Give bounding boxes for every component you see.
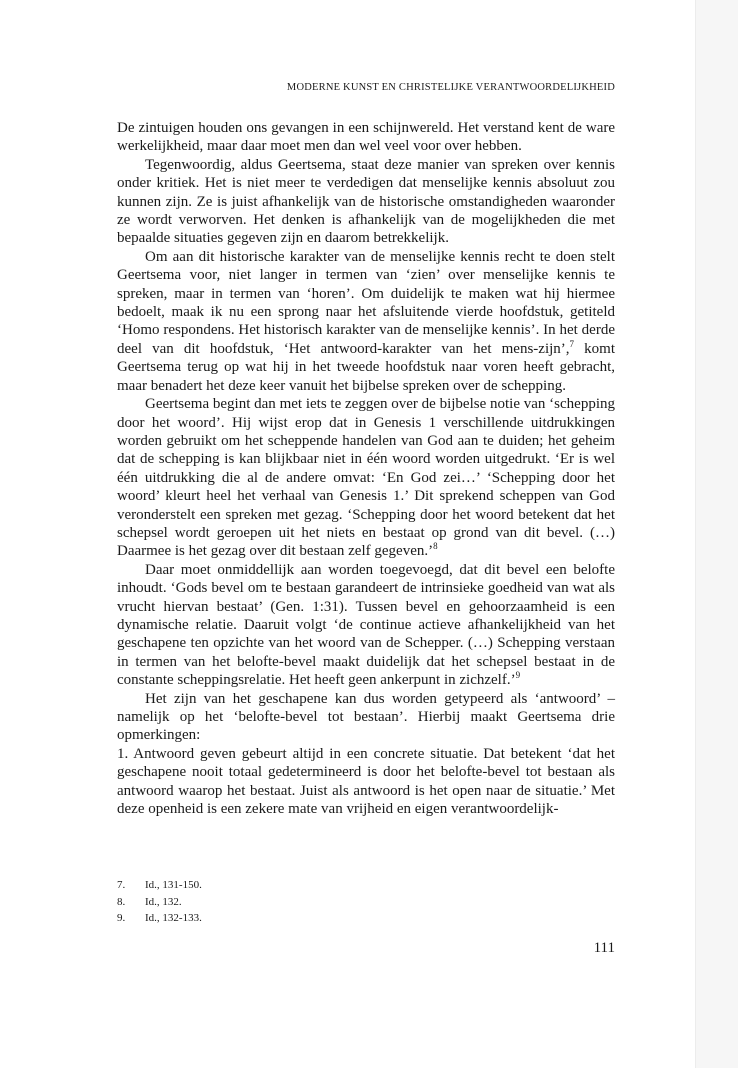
footnote-text: Id., 132-133. bbox=[145, 912, 202, 924]
paragraph-5-text-a: Daar moet onmiddellijk aan worden toegevoegd, dat dit bevel een belofte inhoudt. ‘Gods bevel om te bestaan garandeert de intrinsieke goedheid van wat als vrucht hiervan bestaat’ (Gen. 1:31). Tussen bevel en gehoorzaamheid is een dynamische relatie. Daaruit volgt ‘de continue actieve afhankelijkheid van het geschapene ten opzichte van het woord van de Schepper. (…) Schepping verstaan in termen van het belofte-bevel maakt duidelijk dat het schepsel bestaat in de constante scheppingsrelatie. Het heeft geen ankerpunt in zichzelf.’ bbox=[117, 561, 615, 689]
footnote-7 bbox=[117, 877, 417, 894]
footnote-text: Id., 131-150. bbox=[145, 879, 202, 891]
paragraph-3-text-b: komt Geertsema terug op wat hij in het tweede hoofdstuk naar voren heeft gebracht, maar benadert het deze keer vanuit het bijbelse spreken over de schepping. bbox=[117, 340, 615, 394]
footnote-ref-7[interactable]: 7 bbox=[569, 338, 575, 349]
footnotes bbox=[117, 877, 417, 927]
footnote-number: 7. bbox=[117, 879, 126, 891]
paragraph-7-numbered: 1. Antwoord geven gebeurt altijd in een concrete situatie. Dat betekent ‘dat het geschapene nooit totaal gedetermineerd is door het belofte-bevel tot bestaan als antwoord waarop het bestaat. Juist als antwoord is het open naar de situatie.’ Met deze openheid is een zekere mate van vrijheid en eigen verantwoordelijk- bbox=[117, 745, 615, 818]
body-text bbox=[117, 119, 615, 818]
footnote-number: 9. bbox=[117, 912, 126, 924]
footnote-number: 8. bbox=[117, 895, 126, 908]
paragraph-6: Het zijn van het geschapene kan dus worden getypeerd als ‘antwoord’ – namelijk op het ‘belofte-bevel tot bestaan’. Hierbij maakt Geertsema drie opmerkingen: bbox=[117, 690, 615, 744]
footnote-ref-8[interactable]: 8 bbox=[433, 541, 438, 552]
footnote-9 bbox=[117, 910, 417, 927]
paragraph-4-text-a: Geertsema begint dan met iets te zeggen over de bijbelse notie van ‘schepping door het woord’. Hij wijst erop dat in Genesis 1 verschillende uitdrukkingen worden gebruikt om het scheppende handelen van God aan te duiden; het geheim dat de schepping is kan blijkbaar niet in één woord worden uitgedrukt. ‘Er is wel één uitdrukking die al de andere omvat: ‘En God zei…’ ‘Schepping door het woord’ kleurt heel het verhaal van Genesis 1.’ Dit sprekend scheppen van God veronderstelt een spreken met gezag. ‘Schepping door het woord betekent dat het schepsel wordt geroepen uit het niets en bestaat op grond van dit bevel. (…) Daarmee is het gezag over dit bestaan zelf gegeven.’ bbox=[117, 396, 615, 560]
footnote-8 bbox=[117, 894, 417, 911]
paragraph-1: De zintuigen houden ons gevangen in een schijnwereld. Het verstand kent de ware werkelijkheid, maar daar moet men dan wel veel voor over hebben. bbox=[117, 120, 615, 155]
paragraph-5 bbox=[117, 561, 615, 690]
footnote-ref-9[interactable]: 9 bbox=[515, 670, 521, 681]
paragraph-2: Tegenwoordig, aldus Geertsema, staat deze manier van spreken over kennis onder kritiek. Het is niet meer te verdedigen dat menselijke kennis absoluut zou kunnen zijn. Ze is juist afhankelijk van de historische omstandigheden waaronder ze wordt verworven. Het denken is afhankelijk van de mogelijkheden die met bepaalde situaties gegeven zijn en daarom betrekkelijk. bbox=[117, 156, 615, 247]
page-edge-shadow bbox=[695, 0, 738, 1068]
paragraph-3 bbox=[117, 248, 615, 395]
page-number: 111 bbox=[593, 940, 615, 956]
paragraph-3-text-a: Om aan dit historische karakter van de menselijke kennis recht te doen stelt Geertsema voor, niet langer in termen van ‘zien’ over menselijke kennis te spreken, maar in termen van ‘horen’. Om duidelijk te maken wat hij hiermee bedoelt, maak ik nu een sprong naar het afsluitende vierde hoofdstuk, getiteld ‘Homo respondens. Het historisch karakter van de menselijke kennis’. In het derde deel van dit hoofdstuk, ‘Het antwoord-karakter van het mens-zijn’, bbox=[117, 248, 615, 357]
running-head: MODERNE KUNST EN CHRISTELIJKE VERANTWOORDELIJKHEID bbox=[286, 82, 615, 93]
paragraph-4 bbox=[117, 395, 615, 561]
footnote-text: Id., 132. bbox=[145, 895, 182, 908]
